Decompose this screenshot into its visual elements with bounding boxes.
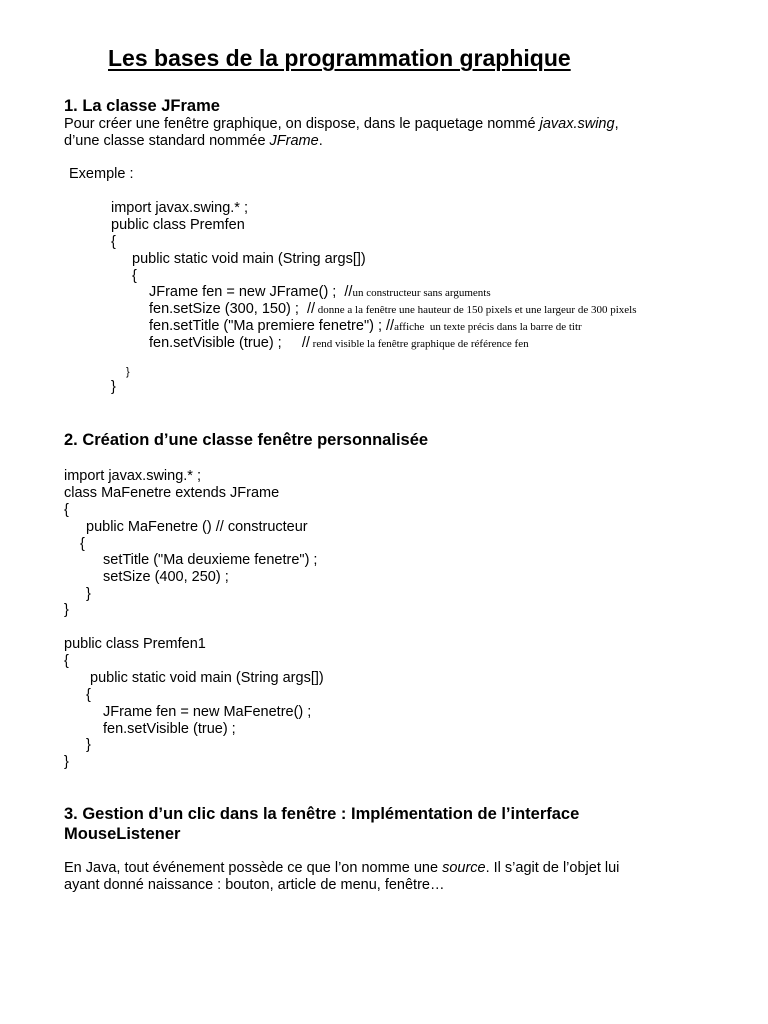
code-line-with-comment: fen.setVisible (true) ; // rend visible la fenêtre graphique de référence fen (149, 335, 529, 351)
section-3-heading-line-2: MouseListener (64, 825, 181, 843)
example-label: Exemple : (69, 166, 134, 182)
code-comment: un constructeur sans arguments (352, 287, 491, 299)
code-line: setSize (400, 250) ; (103, 569, 229, 585)
code-line-with-comment: fen.setSize (300, 150) ; // donne a la fenêtre une hauteur de 150 pixels et une largeur de 300 pixels (149, 301, 637, 317)
code-line: fen.setVisible (true) ; (103, 721, 236, 737)
code-line: } (64, 602, 69, 618)
code-line: { (64, 502, 69, 518)
code-line: public class Premfen1 (64, 636, 206, 652)
code-line: public static void main (String args[]) (90, 670, 324, 686)
code-line-with-comment: fen.setTitle ("Ma premiere fenetre") ; //affiche un texte précis dans la barre de titr (149, 318, 582, 334)
section-3-paragraph-line-2: ayant donné naissance : bouton, article de menu, fenêtre… (64, 877, 445, 893)
code-line: { (86, 687, 91, 703)
code-line: JFrame fen = new MaFenetre() ; (103, 704, 312, 720)
code-line: class MaFenetre extends JFrame (64, 485, 280, 501)
section-2-heading: 2. Création d’une classe fenêtre personnalisée (64, 431, 429, 449)
code-line-with-comment: JFrame fen = new JFrame() ; //un constructeur sans arguments (149, 284, 491, 300)
code-line: } (86, 586, 91, 602)
section-1-paragraph-line-1: Pour créer une fenêtre graphique, on dispose, dans le paquetage nommé javax.swing, (64, 116, 619, 132)
code-line: { (80, 536, 85, 552)
code-comment: affiche un texte précis dans la barre de titr (394, 321, 582, 333)
code-line: } (126, 366, 130, 378)
code-line: import javax.swing.* ; (111, 200, 248, 216)
code-line: { (132, 268, 137, 284)
code-line: public static void main (String args[]) (132, 251, 366, 267)
section-3-heading-line-1: 3. Gestion d’un clic dans la fenêtre : Implémentation de l’interface (64, 805, 580, 823)
code-line: } (86, 737, 91, 753)
code-line: { (64, 653, 69, 669)
section-3-paragraph-line-1: En Java, tout événement possède ce que l’on nomme une source. Il s’agit de l’objet lui (64, 860, 620, 876)
page-title: Les bases de la programmation graphique (108, 45, 571, 71)
code-comment: donne a la fenêtre une hauteur de 150 pixels et une largeur de 300 pixels (315, 304, 637, 316)
code-line: } (111, 379, 116, 395)
code-line: { (111, 234, 116, 250)
code-line: import javax.swing.* ; (64, 468, 201, 484)
section-1-paragraph-line-2: d’une classe standard nommée JFrame. (64, 133, 323, 149)
code-line: public MaFenetre () // constructeur (86, 519, 308, 535)
code-line: setTitle ("Ma deuxieme fenetre") ; (103, 552, 318, 568)
code-line: } (64, 754, 69, 770)
code-line: public class Premfen (111, 217, 245, 233)
section-1-heading: 1. La classe JFrame (64, 97, 220, 115)
code-comment: rend visible la fenêtre graphique de référence fen (309, 338, 529, 350)
